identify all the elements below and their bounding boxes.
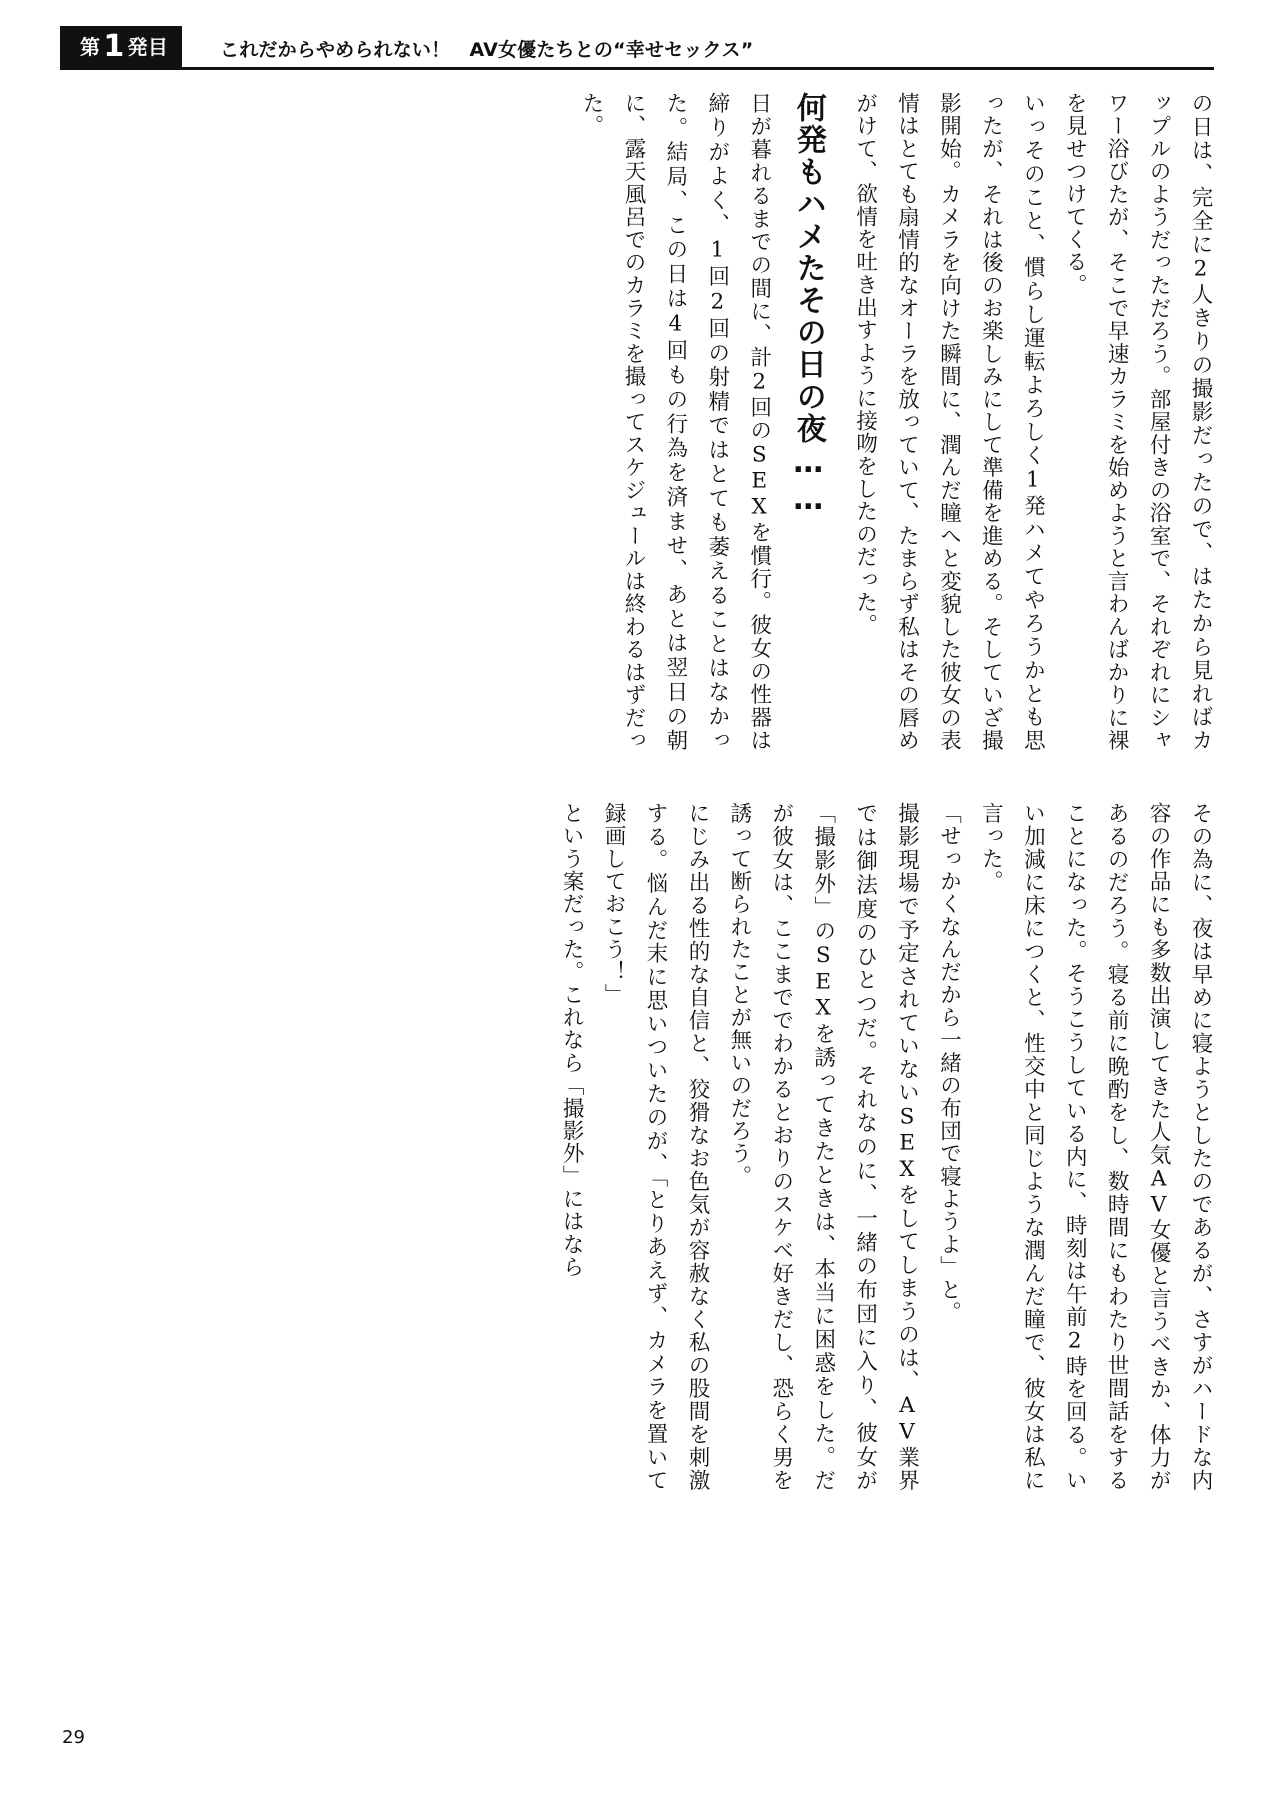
header-divider — [60, 67, 1214, 70]
section-heading: 何発もハメたその日の夜…… — [790, 92, 826, 520]
body-top-columns — [121, 92, 1221, 752]
chapter-number: 1 — [103, 28, 125, 64]
paragraph-bottom-4: にじみ出る性的な自信と、狡猾なお色気が容赦なく私の股間を刺激する。悩んだ末に思いついたのが、「とりあえず、カメラを置いて録画しておこう！」 — [601, 802, 710, 1492]
chapter-prefix: 第 — [80, 34, 101, 59]
paragraph-bottom-1: その為に、夜は早めに寝ようとしたのであるが、さすがハードな内容の作品にも多数出演してきた人気AV女優と言うべきか、体力があるのだろう。寝る前に晩酌をし、数時間にもわたり世間話をすることになった。そうこうしている内に、時刻は午前2時を回る。いい加減に床につくと、性交中と同じような潤んだ瞳で、彼女は私に言った。 — [978, 802, 1213, 1492]
paragraph-top-2: いっそのこと、慣らし運転よろしく1発ハメてやろうかとも思ったが、それは後のお楽しみにして準備を進める。そしていざ撮影開始。カメラを向けた瞬間に、潤んだ瞳へと変貌した彼女の表情はとても扇情的なオーラを放っていて、たまらず私はその唇めがけて、欲情を吐き出すように接吻をしたのだった。 — [852, 92, 1046, 752]
page-body — [66, 92, 1221, 1672]
page-number: 29 — [62, 1727, 85, 1748]
page-header — [60, 26, 1214, 70]
chapter-tab — [60, 26, 182, 67]
paragraph-top-1: の日は、完全に2人きりの撮影だったので、はたから見ればカップルのようだっただろう。部屋付きの浴室で、それぞれにシャワー浴びたが、そこで早速カラミを始めようと言わんばかりに裸を見せつけてくる。 — [1062, 92, 1213, 752]
paragraph-top-3: 日が暮れるまでの間に、計2回のSEXを慣行。彼女の性器は締りがよく、1回2回の射精ではとても萎えることはなかった。結局、この日は4回もの行為を済ませ、あとは翌日の朝に、露天風呂でのカラミを撮ってスケジュールは終わるはずだった。 — [579, 92, 772, 752]
chapter-title: これだからやめられない！ AV女優たちとの“幸せセックス” — [220, 39, 754, 61]
body-bottom-columns — [301, 802, 1221, 1492]
chapter-suffix: 発目 — [127, 34, 169, 59]
paragraph-bottom-3: 撮影現場で予定されていないSEXをしてしまうのは、AV業界では御法度のひとつだ。それなのに、一緒の布団に入り、彼女が「撮影外」のSEXを誘ってきたときは、本当に困惑をした。だが彼女は、ここまででわかるとおりのスケベ好きだし、恐らく男を誘って断られたことが無いのだろう。 — [726, 802, 920, 1492]
paragraph-bottom-2: 「せっかくなんだから一緒の布団で寝ようよ」と。 — [936, 802, 962, 1324]
paragraph-bottom-5: という案だった。これなら「撮影外」にはなら — [559, 802, 585, 1279]
